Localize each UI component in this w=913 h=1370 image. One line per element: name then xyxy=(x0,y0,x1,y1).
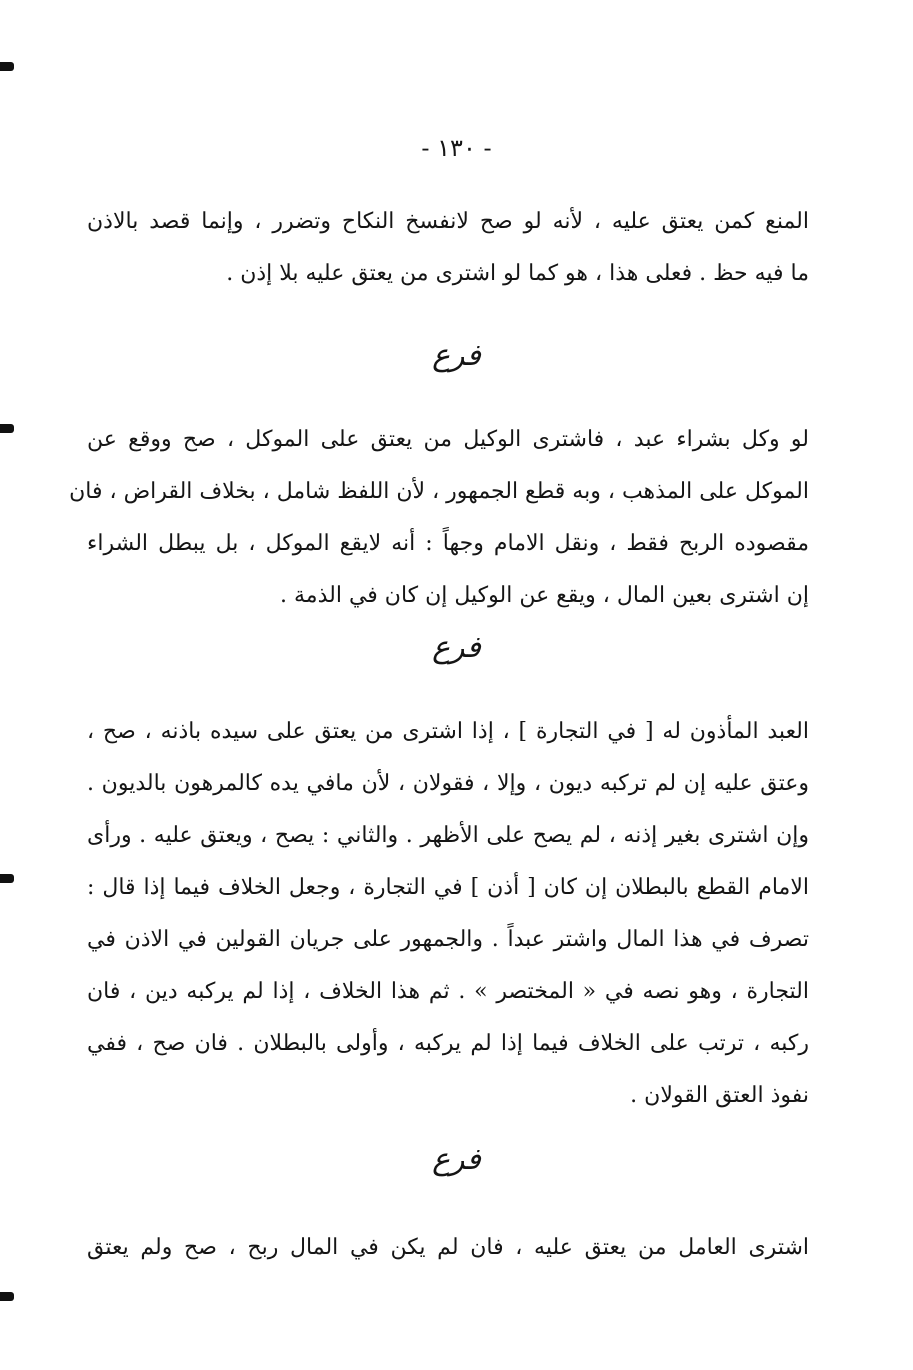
margin-tab-mark xyxy=(0,424,14,433)
margin-tab-mark xyxy=(0,874,14,883)
text-line: نفوذ العتق القولان . xyxy=(630,1083,809,1108)
text-line: تصرف في هذا المال واشتر عبداً . والجمهور على جريان القولين في الاذن في xyxy=(87,927,809,952)
text-line: ما فيه حظ . فعلى هذا ، هو كما لو اشترى من يعتق عليه بلا إذن . xyxy=(226,261,809,286)
text-line: الموكل على المذهب ، وبه قطع الجمهور ، لأن اللفظ شامل ، بخلاف القراض ، فان xyxy=(69,479,809,504)
margin-tab-mark xyxy=(0,1292,14,1301)
page-number: - ١٣٠ - xyxy=(421,134,492,162)
text-line: المنع كمن يعتق عليه ، لأنه لو صح لانفسخ النكاح وتضرر ، وإنما قصد بالاذن xyxy=(87,209,809,234)
paragraph-abd-madhun xyxy=(87,706,809,1122)
text-line: إن اشترى بعين المال ، ويقع عن الوكيل إن كان في الذمة . xyxy=(280,583,809,608)
text-line: اشترى العامل من يعتق عليه ، فان لم يكن في المال ربح ، صح ولم يعتق xyxy=(87,1235,809,1260)
paragraph-continuation xyxy=(87,196,809,300)
section-heading: فرع xyxy=(432,630,481,665)
paragraph-amil xyxy=(87,1222,809,1274)
text-line: ركبه ، ترتب على الخلاف فيما إذا لم يركبه ، وأولى بالبطلان . فان صح ، ففي xyxy=(87,1031,809,1056)
text-line: التجارة ، وهو نصه في « المختصر » . ثم هذا الخلاف ، إذا لم يركبه دين ، فان xyxy=(87,979,809,1004)
text-line: لو وكل بشراء عبد ، فاشترى الوكيل من يعتق على الموكل ، صح ووقع عن xyxy=(87,427,809,452)
text-line: وإن اشترى بغير إذنه ، لم يصح على الأظهر . والثاني : يصح ، ويعتق عليه . ورأى xyxy=(87,823,809,848)
section-heading: فرع xyxy=(432,1142,481,1177)
text-line: مقصوده الربح فقط ، ونقل الامام وجهاً : أنه لايقع الموكل ، بل يبطل الشراء xyxy=(87,531,809,556)
paragraph-wakil xyxy=(69,414,809,622)
text-line: العبد المأذون له [ في التجارة ] ، إذا اشترى من يعتق على سيده باذنه ، صح ، xyxy=(87,719,809,744)
text-line: وعتق عليه إن لم تركبه ديون ، وإلا ، فقولان ، لأن مافي يده كالمرهون بالديون . xyxy=(87,771,809,796)
text-line: الامام القطع بالبطلان إن كان [ أذن ] في التجارة ، وجعل الخلاف فيما إذا قال : xyxy=(87,875,809,900)
margin-tab-mark xyxy=(0,62,14,71)
section-heading: فرع xyxy=(432,338,481,373)
